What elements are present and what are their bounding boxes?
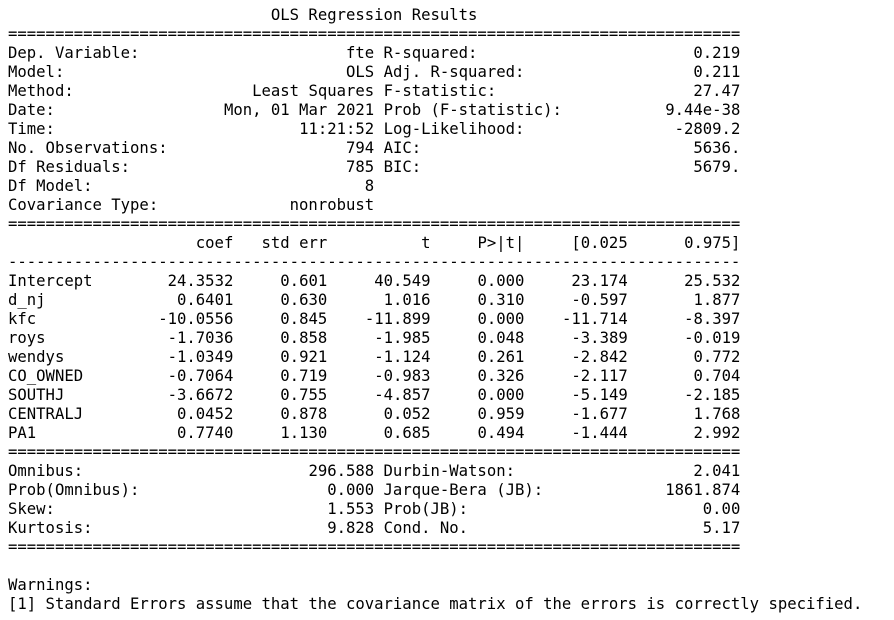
cell-value: -3.389	[571, 329, 628, 347]
double-rule: ==============================================================================	[8, 538, 741, 556]
cell-value: 0.858	[280, 329, 328, 347]
summary-row	[8, 158, 740, 176]
cell-value: 25.532	[684, 272, 741, 290]
cell-value: 0.601	[280, 272, 328, 290]
diagnostics-label: Jarque-Bera (JB):	[383, 481, 544, 499]
summary-value: 785	[346, 158, 375, 176]
summary-value: Least Squares	[252, 82, 375, 100]
summary-row	[8, 101, 740, 119]
summary-label: Prob (F-statistic):	[383, 101, 562, 119]
row-label: PA1	[8, 424, 37, 442]
cell-value: -0.597	[571, 291, 628, 309]
summary-label: R-squared:	[383, 44, 478, 62]
summary-value: nonrobust	[289, 196, 375, 214]
warning-text: [1] Standard Errors assume that the covariance matrix of the errors is correctly specified.	[8, 595, 863, 613]
report-title: OLS Regression Results	[270, 6, 478, 24]
cell-value: 0.000	[477, 272, 525, 290]
summary-row	[8, 196, 374, 214]
summary-value: 11:21:52	[299, 120, 375, 138]
summary-label: Time:	[8, 120, 55, 138]
cell-value: 0.921	[280, 348, 328, 366]
cell-value: -0.983	[374, 367, 431, 385]
cell-value: 0.959	[477, 405, 525, 423]
summary-value: 8	[364, 177, 375, 195]
cell-value: -2.185	[684, 386, 741, 404]
diagnostics-row	[8, 500, 740, 518]
cell-value: 0.845	[280, 310, 328, 328]
cell-value: 0.685	[383, 424, 431, 442]
diagnostics-label: Omnibus:	[8, 462, 84, 480]
summary-label: Method:	[8, 82, 74, 100]
column-header: coef	[195, 234, 234, 252]
diagnostics-label: Prob(JB):	[383, 500, 469, 518]
double-rule: ==============================================================================	[8, 25, 741, 43]
cell-value: 0.755	[280, 386, 328, 404]
table-row	[8, 386, 740, 404]
cell-value: 1.130	[280, 424, 328, 442]
cell-value: 0.494	[477, 424, 525, 442]
column-header: [0.025	[571, 234, 628, 252]
summary-value: 5679.	[693, 158, 741, 176]
summary-row	[8, 44, 740, 62]
cell-value: -0.019	[684, 329, 741, 347]
cell-value: -1.124	[374, 348, 431, 366]
row-label: kfc	[8, 310, 37, 328]
summary-value: 5636.	[693, 139, 741, 157]
cell-value: 0.310	[477, 291, 525, 309]
diagnostics-value: 296.588	[308, 462, 375, 480]
warnings-heading-line	[8, 576, 93, 594]
summary-row	[8, 63, 740, 81]
warnings-heading: Warnings:	[8, 576, 93, 594]
cell-value: 2.992	[693, 424, 741, 442]
diagnostics-label: Cond. No.	[383, 519, 469, 537]
summary-label: Covariance Type:	[8, 196, 159, 214]
table-row	[8, 310, 740, 328]
double-rule: ==============================================================================	[8, 215, 741, 233]
diagnostics-row	[8, 519, 740, 537]
table-row	[8, 367, 740, 385]
table-row	[8, 272, 740, 290]
cell-value: -10.0556	[158, 310, 234, 328]
cell-value: 0.326	[477, 367, 525, 385]
summary-value: OLS	[346, 63, 375, 81]
summary-value: Mon, 01 Mar 2021	[223, 101, 375, 119]
summary-value: 9.44e-38	[665, 101, 741, 119]
diagnostics-value: 0.000	[327, 481, 375, 499]
summary-row	[8, 82, 740, 100]
single-rule: ------------------------------------------------------------------------------	[8, 253, 741, 271]
cell-value: -0.7064	[167, 367, 234, 385]
summary-row	[8, 177, 374, 195]
warning-line	[8, 595, 862, 613]
diagnostics-row	[8, 481, 740, 499]
cell-value: 1.877	[693, 291, 741, 309]
summary-label: Model:	[8, 63, 65, 81]
cell-value: -4.857	[374, 386, 431, 404]
cell-value: -1.677	[571, 405, 628, 423]
diagnostics-value: 1.553	[327, 500, 375, 518]
table-row	[8, 405, 740, 423]
cell-value: 0.878	[280, 405, 328, 423]
cell-value: 0.704	[693, 367, 741, 385]
regression-report	[8, 6, 862, 614]
table-row	[8, 291, 740, 309]
cell-value: -1.0349	[167, 348, 234, 366]
summary-label: Df Model:	[8, 177, 93, 195]
table-row	[8, 348, 740, 366]
cell-value: 0.000	[477, 386, 525, 404]
summary-row	[8, 139, 740, 157]
cell-value: -1.444	[571, 424, 628, 442]
diagnostics-label: Prob(Omnibus):	[8, 481, 140, 499]
table-row	[8, 424, 740, 442]
coef-header-row	[8, 234, 740, 252]
summary-label: BIC:	[383, 158, 422, 176]
summary-value: 0.219	[693, 44, 741, 62]
summary-label: AIC:	[383, 139, 422, 157]
cell-value: -3.6672	[167, 386, 234, 404]
diagnostics-label: Durbin-Watson:	[383, 462, 515, 480]
cell-value: -11.714	[562, 310, 628, 328]
cell-value: -11.899	[364, 310, 431, 328]
title-line	[8, 6, 477, 24]
row-label: SOUTHJ	[8, 386, 65, 404]
cell-value: -8.397	[684, 310, 741, 328]
diagnostics-label: Skew:	[8, 500, 55, 518]
summary-row	[8, 120, 740, 138]
diagnostics-value: 1861.874	[665, 481, 741, 499]
row-label: d_nj	[8, 291, 46, 309]
row-label: CENTRALJ	[8, 405, 84, 423]
cell-value: 0.052	[383, 405, 431, 423]
cell-value: 0.630	[280, 291, 328, 309]
summary-label: F-statistic:	[383, 82, 497, 100]
row-label: CO_OWNED	[8, 367, 84, 385]
column-header: t	[421, 234, 431, 252]
cell-value: 0.048	[477, 329, 525, 347]
summary-value: -2809.2	[674, 120, 741, 138]
diagnostics-value: 0.00	[702, 500, 741, 518]
summary-label: Df Residuals:	[8, 158, 131, 176]
cell-value: 0.000	[477, 310, 525, 328]
cell-value: 23.174	[571, 272, 628, 290]
summary-value: 0.211	[693, 63, 741, 81]
cell-value: 0.261	[477, 348, 525, 366]
cell-value: -2.842	[571, 348, 628, 366]
cell-value: 0.0452	[177, 405, 234, 423]
summary-value: 27.47	[693, 82, 741, 100]
summary-label: No. Observations:	[8, 139, 168, 157]
cell-value: -2.117	[571, 367, 628, 385]
double-rule: ==============================================================================	[8, 443, 741, 461]
cell-value: -1.985	[374, 329, 431, 347]
diagnostics-row	[8, 462, 740, 480]
cell-value: 0.7740	[177, 424, 234, 442]
column-header: P>|t|	[477, 234, 525, 252]
cell-value: 0.6401	[177, 291, 234, 309]
row-label: wendys	[8, 348, 65, 366]
summary-label: Dep. Variable:	[8, 44, 140, 62]
cell-value: 0.719	[280, 367, 328, 385]
cell-value: -1.7036	[167, 329, 234, 347]
summary-label: Date:	[8, 101, 55, 119]
diagnostics-value: 2.041	[693, 462, 741, 480]
row-label: roys	[8, 329, 46, 347]
cell-value: 40.549	[374, 272, 431, 290]
summary-value: 794	[346, 139, 375, 157]
cell-value: 1.016	[383, 291, 431, 309]
column-header: 0.975]	[684, 234, 741, 252]
table-row	[8, 329, 740, 347]
diagnostics-label: Kurtosis:	[8, 519, 93, 537]
cell-value: 0.772	[693, 348, 741, 366]
column-header: std err	[261, 234, 328, 252]
diagnostics-value: 5.17	[702, 519, 741, 537]
cell-value: 24.3532	[167, 272, 234, 290]
diagnostics-value: 9.828	[327, 519, 375, 537]
cell-value: 1.768	[693, 405, 741, 423]
row-label: Intercept	[8, 272, 93, 290]
summary-value: fte	[345, 44, 375, 62]
cell-value: -5.149	[571, 386, 628, 404]
summary-label: Log-Likelihood:	[383, 120, 525, 138]
summary-label: Adj. R-squared:	[383, 63, 525, 81]
